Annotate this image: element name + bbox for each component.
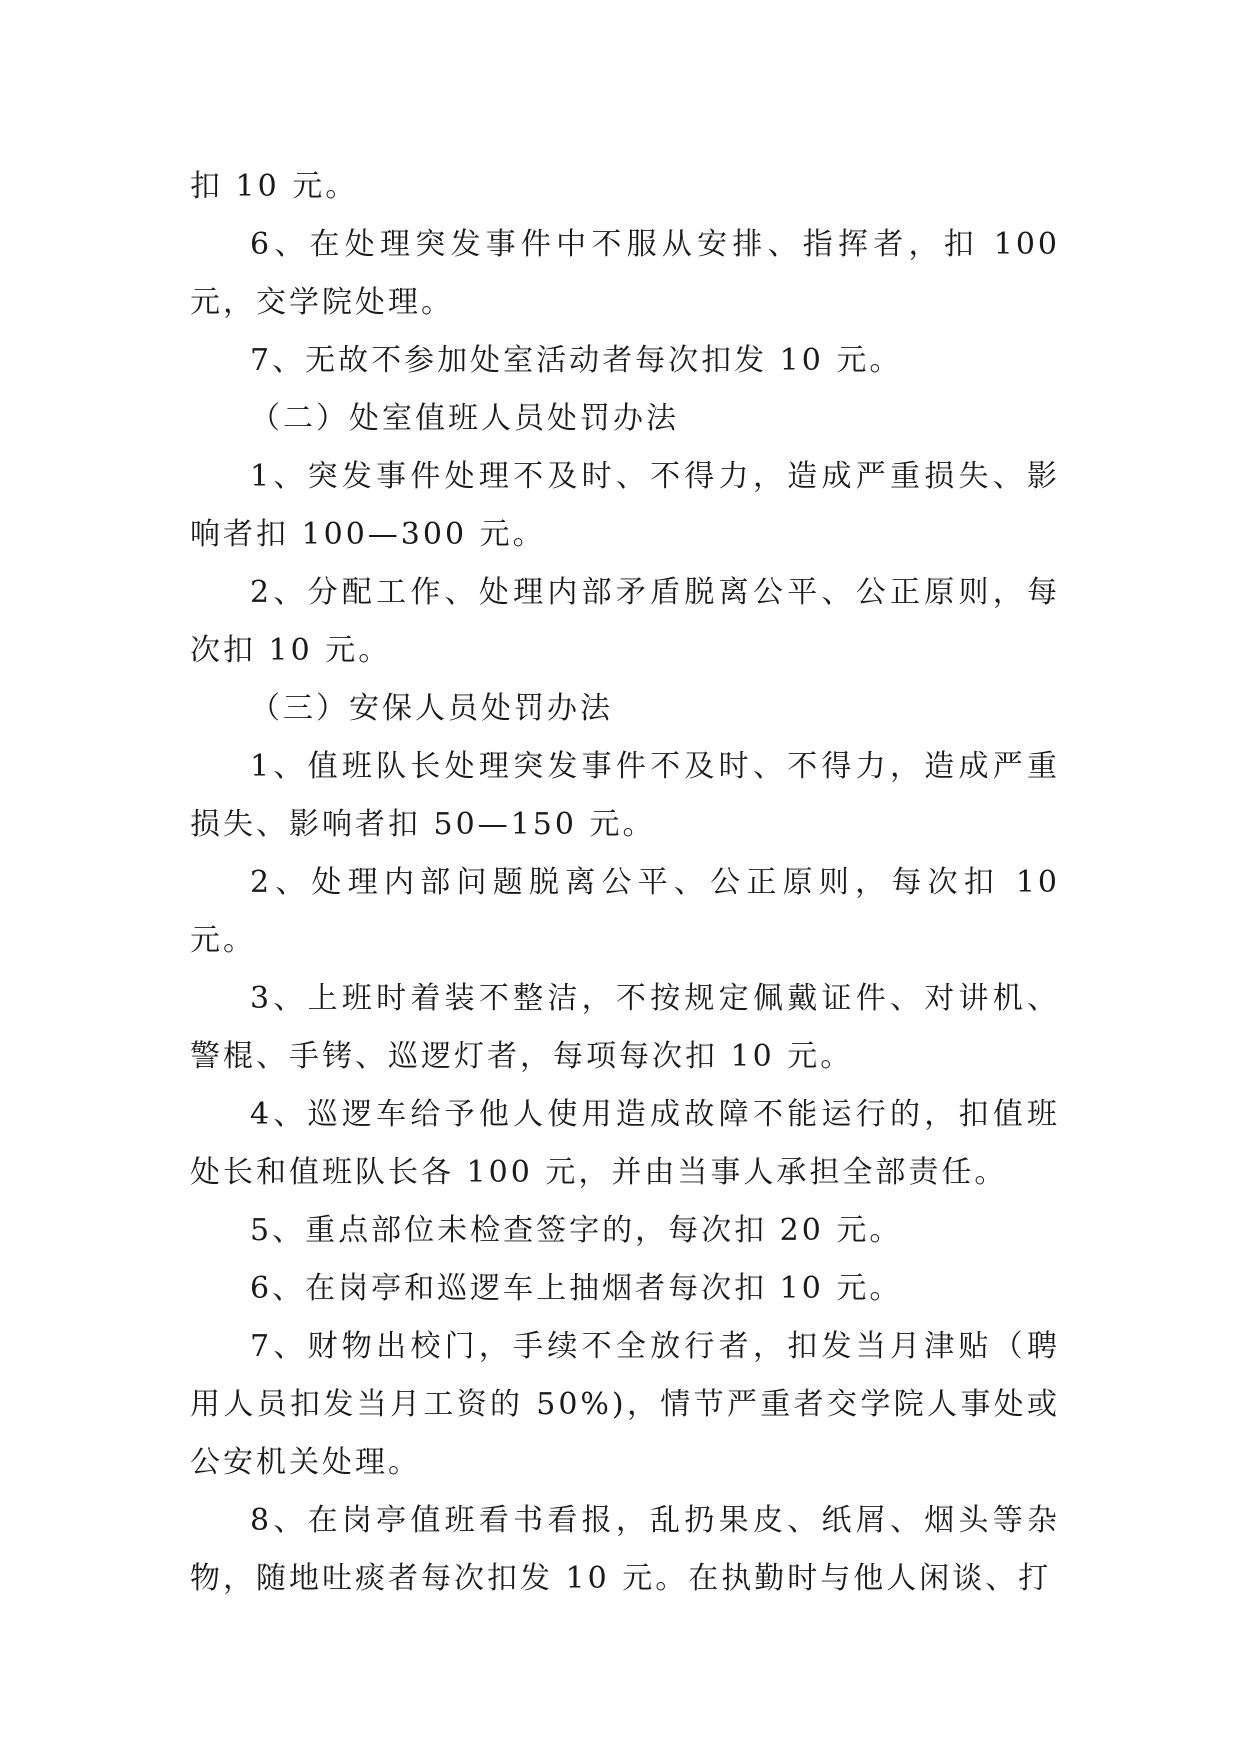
- paragraph-section3-item-8: 8、在岗亭值班看书看报，乱扔果皮、纸屑、烟头等杂物，随地吐痰者每次扣发 10 元。在执勤时与他人闲谈、打: [190, 1503, 1060, 1596]
- document-body: [190, 158, 1060, 1608]
- paragraph-section3-item-4: 4、巡逻车给予他人使用造成故障不能运行的，扣值班处长和值班队长各 100 元，并由当事人承担全部责任。: [190, 1097, 1060, 1190]
- paragraph-section2-item-1: 1、突发事件处理不及时、不得力，造成严重损失、影响者扣 100—300 元。: [190, 459, 1060, 552]
- paragraph-section3-item-5: 5、重点部位未检查签字的，每次扣 20 元。: [250, 1213, 903, 1248]
- paragraph-item-7: 7、无故不参加处室活动者每次扣发 10 元。: [250, 343, 903, 378]
- section-heading-2: （二）处室值班人员处罚办法: [250, 401, 679, 436]
- paragraph-section3-item-2: 2、处理内部问题脱离公平、公正原则，每次扣 10 元。: [190, 865, 1060, 958]
- paragraph-section3-item-3: 3、上班时着装不整洁，不按规定佩戴证件、对讲机、警棍、手铐、巡逻灯者，每项每次扣 10 元。: [190, 981, 1060, 1074]
- paragraph-continuation: 扣 10 元。: [190, 169, 359, 204]
- section-heading-3: （三）安保人员处罚办法: [250, 691, 613, 726]
- paragraph-section3-item-1: 1、值班队长处理突发事件不及时、不得力，造成严重损失、影响者扣 50—150 元。: [190, 749, 1060, 842]
- paragraph-section2-item-2: 2、分配工作、处理内部矛盾脱离公平、公正原则，每次扣 10 元。: [190, 575, 1060, 668]
- paragraph-section3-item-7: 7、财物出校门，手续不全放行者，扣发当月津贴（聘用人员扣发当月工资的 50%)，情节严重者交学院人事处或公安机关处理。: [190, 1329, 1060, 1480]
- paragraph-section3-item-6: 6、在岗亭和巡逻车上抽烟者每次扣 10 元。: [250, 1271, 903, 1306]
- paragraph-item-6: 6、在处理突发事件中不服从安排、指挥者，扣 100 元，交学院处理。: [190, 227, 1060, 320]
